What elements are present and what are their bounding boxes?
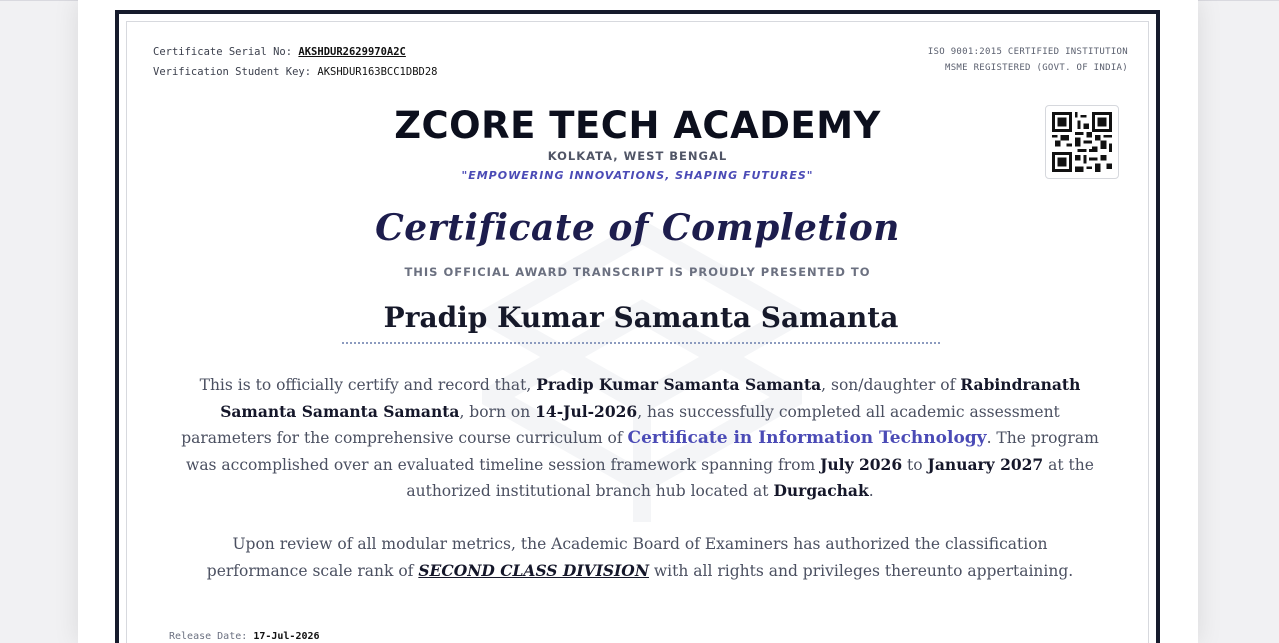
student-key-row: [153, 62, 437, 82]
academy-location: KOLKATA, WEST BENGAL: [547, 149, 728, 163]
student-name: Pradip Kumar Samanta Samanta: [536, 375, 822, 394]
parent-name: Rabindranath Samanta Samanta Samanta: [220, 375, 1081, 421]
date-of-birth: 14-Jul-2026: [535, 401, 638, 421]
body-text-segment: .: [868, 482, 874, 500]
accreditation-info: [928, 44, 1128, 76]
body-text-segment: This is to officially certify and record that,: [199, 376, 537, 394]
certification-paragraph: [181, 372, 1099, 505]
body-text-segment: at the authorized institutional branch hub located at: [406, 455, 1094, 500]
body-text-segment: , has successfully completed all academic assessment parameters for the comprehensive course curriculum of: [181, 402, 1060, 447]
serial-number-link[interactable]: AKSHDUR2629970A2C: [298, 46, 406, 58]
body-text-segment: with all rights and privileges thereunto appertaining.: [648, 561, 1074, 580]
recipient-name: Pradip Kumar Samanta Samanta: [342, 301, 940, 344]
release-date-value: 17-Jul-2026: [253, 631, 320, 642]
body-text-segment: Upon review of all modular metrics, the Academic Board of Examiners has authorized the classification performance scale rank of: [206, 535, 1048, 580]
body-text-segment: to: [902, 455, 928, 474]
body-text-segment: , born on: [459, 402, 536, 421]
end-date: January 2027: [927, 454, 1044, 474]
msme-line: MSME REGISTERED (GOVT. OF INDIA): [945, 63, 1128, 73]
certificate-frame: [115, 10, 1160, 643]
branch-name: Durgachak: [773, 481, 869, 500]
body-text-segment: . The program was accomplished over an evaluated timeline session framework spanning from: [186, 429, 1099, 474]
academy-tagline: "EMPOWERING INNOVATIONS, SHAPING FUTURES": [461, 169, 814, 182]
presented-to-line: THIS OFFICIAL AWARD TRANSCRIPT IS PROUDLY PRESENTED TO: [404, 265, 871, 279]
course-name: Certificate in Information Technology: [627, 428, 987, 448]
body-text-segment: , son/daughter of: [821, 376, 961, 394]
student-key-label: Verification Student Key:: [153, 66, 312, 78]
serial-label: Certificate Serial No:: [153, 46, 293, 58]
certificate-title: Certificate of Completion: [375, 207, 900, 249]
release-date: [169, 631, 320, 642]
student-key-value: AKSHDUR163BCC1DBD28: [317, 66, 438, 78]
classification-rank: SECOND CLASS DIVISION: [418, 560, 649, 580]
academy-name: ZCORE TECH ACADEMY: [394, 104, 881, 147]
classification-paragraph: [181, 531, 1099, 584]
certificate-meta: [153, 42, 437, 82]
institution-header: [119, 104, 1156, 182]
iso-line: ISO 9001:2015 CERTIFIED INSTITUTION: [927, 47, 1128, 57]
release-date-label: Release Date:: [169, 631, 248, 642]
serial-row: [153, 42, 437, 62]
start-date: July 2026: [820, 454, 903, 474]
